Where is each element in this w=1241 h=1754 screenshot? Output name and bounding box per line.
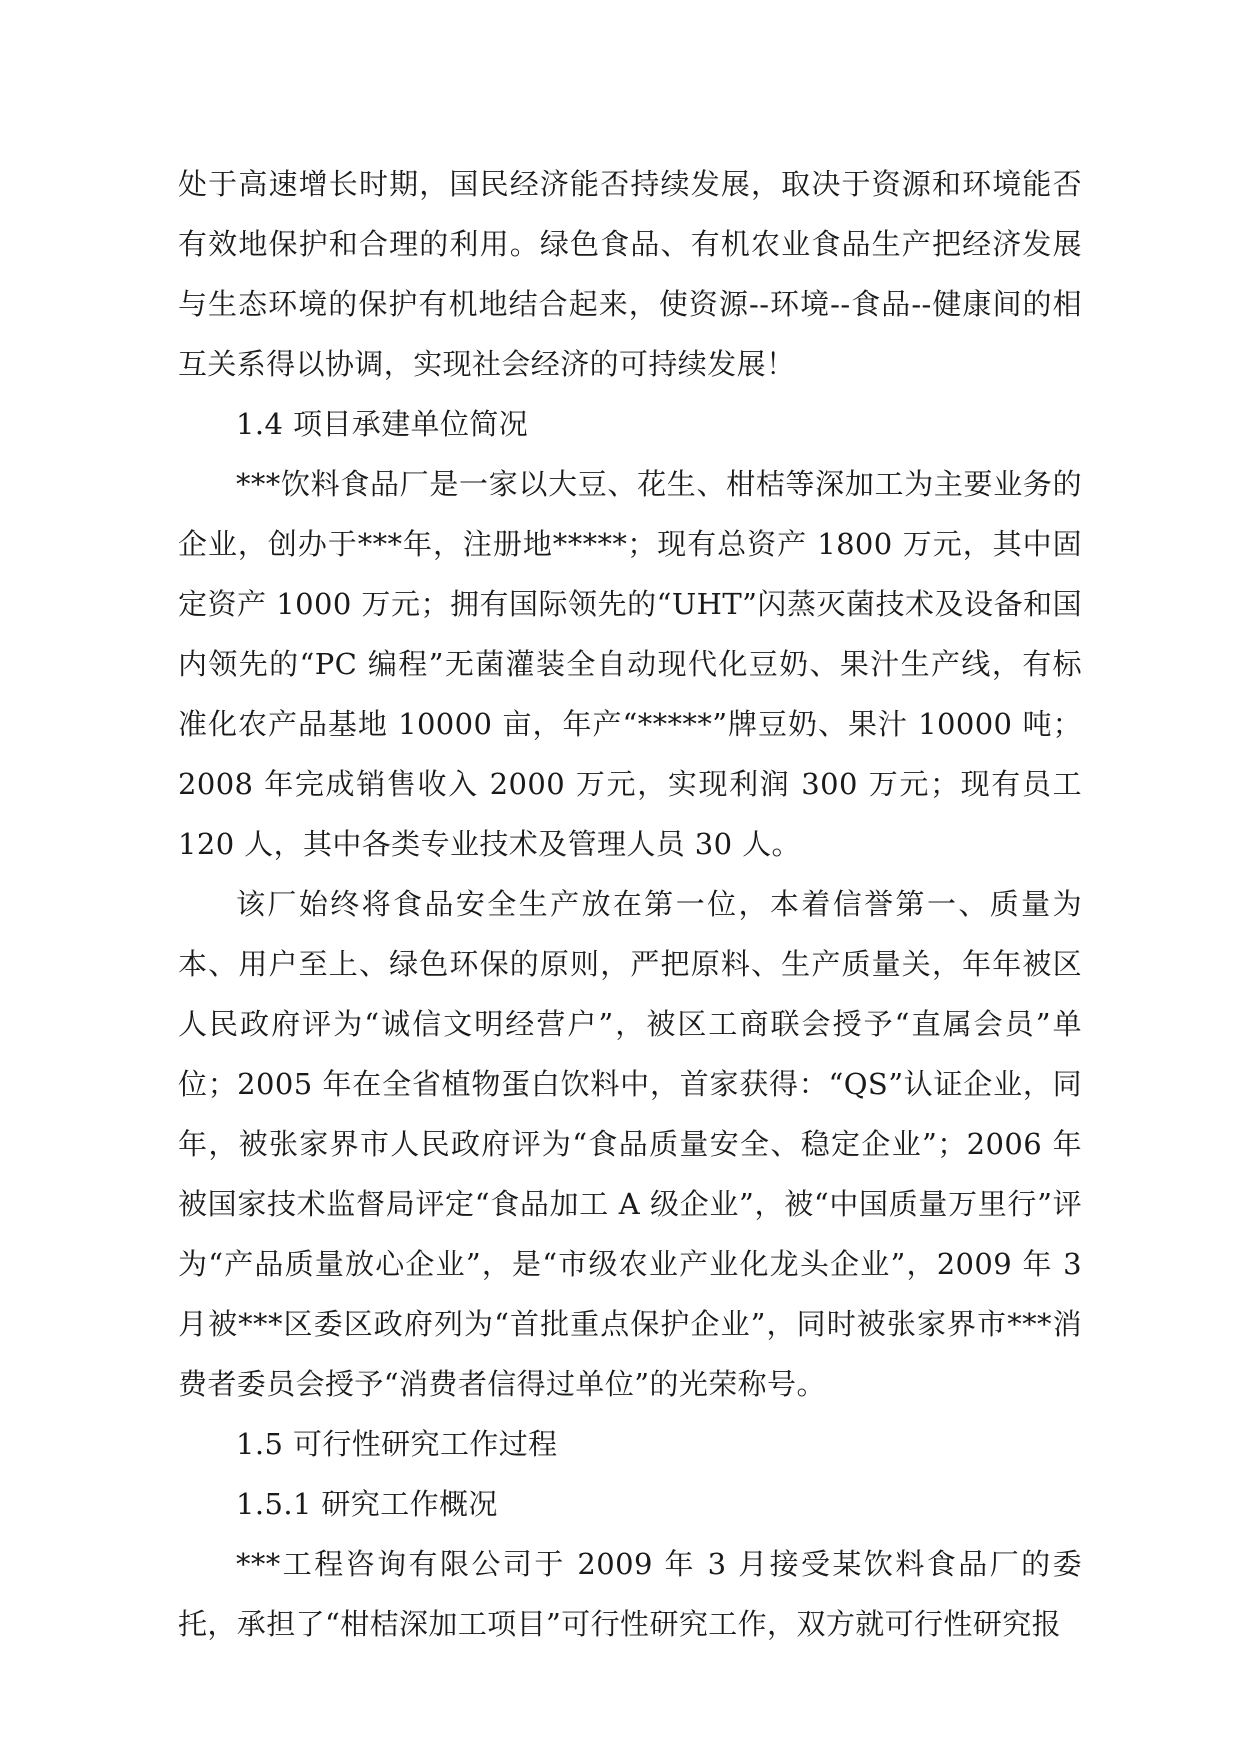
document-body (178, 154, 1092, 1654)
paragraph-company-overview: ***饮料食品厂是一家以大豆、花生、柑桔等深加工为主要业务的企业，创办于***年，注册地*****；现有总资产 1800 万元，其中固定资产 1000 万元；拥有国际领先的“UHT”闪蒸灭菌技术及设备和国内领先的“PC 编程”无菌灌装全自动现代化豆奶、果汁生产线，有标准化农产品基地 10000 亩，年产“*****”牌豆奶、果汁 10000 吨；2008 年完成销售收入 2000 万元，实现利润 300 万元；现有员工 120 人，其中各类专业技术及管理人员 30 人。 (178, 467, 1092, 861)
paragraph-research-overview: ***工程咨询有限公司于 2009 年 3 月接受某饮料食品厂的委托，承担了“柑桔深加工项目”可行性研究工作，双方就可行性研究报 (178, 1547, 1082, 1641)
section-heading-1-5: 1.5 可行性研究工作过程 (236, 1427, 558, 1461)
section-heading-1-4: 1.4 项目承建单位简况 (236, 407, 529, 441)
paragraph-continuation: 处于高速增长时期，国民经济能否持续发展，取决于资源和环境能否有效地保护和合理的利用。绿色食品、有机农业食品生产把经济发展与生态环境的保护有机地结合起来，使资源--环境--食品--健康间的相互关系得以协调，实现社会经济的可持续发展！ (178, 167, 1082, 381)
paragraph-company-honors: 该厂始终将食品安全生产放在第一位，本着信誉第一、质量为本、用户至上、绿色环保的原则，严把原料、生产质量关，年年被区人民政府评为“诚信文明经营户”，被区工商联会授予“直属会员”单位；2005 年在全省植物蛋白饮料中，首家获得：“QS”认证企业，同年，被张家界市人民政府评为“食品质量安全、稳定企业”；2006 年被国家技术监督局评定“食品加工 A 级企业”，被“中国质量万里行”评为“产品质量放心企业”，是“市级农业产业化龙头企业”，2009 年 3 月被***区委区政府列为“首批重点保护企业”，同时被张家界市***消费者委员会授予“消费者信得过单位”的光荣称号。 (178, 887, 1092, 1401)
section-heading-1-5-1: 1.5.1 研究工作概况 (236, 1487, 498, 1521)
